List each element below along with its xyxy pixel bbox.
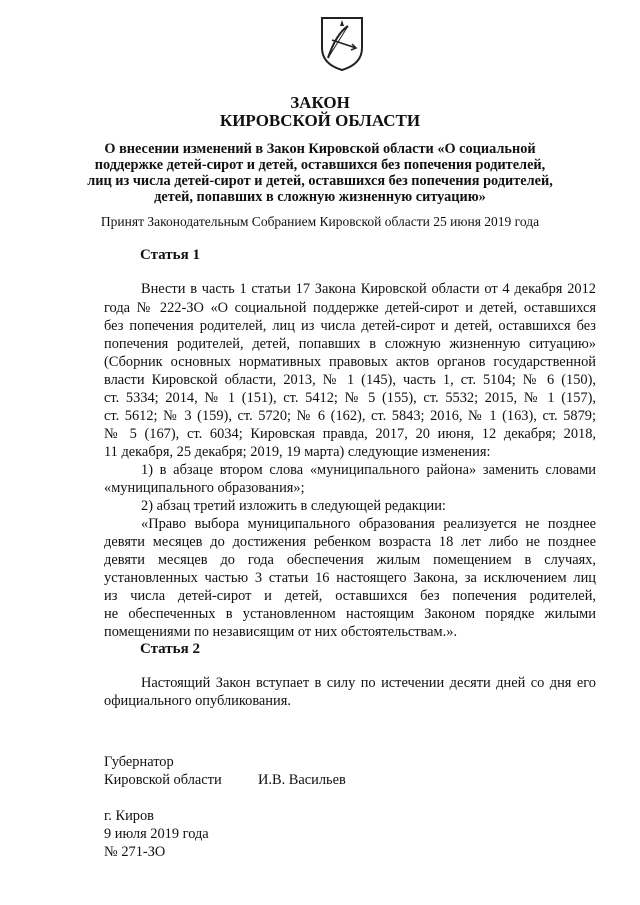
article-1-line: (Сборник основных нормативных правовых актов органов государственной — [104, 354, 596, 370]
signer-position: Губернатор — [104, 754, 174, 770]
article-1-line: № 5 (167), ст. 6034; Кировская правда, 2017, 20 июня, 12 декабря; 2018, — [104, 426, 596, 442]
article-1-line: помещениями по независящим от них обстоятельствам.». — [104, 624, 458, 640]
doc-region: КИРОВСКОЙ ОБЛАСТИ — [219, 111, 421, 130]
coat-of-arms-icon — [318, 14, 366, 72]
adopted-note: Принят Законодательным Собранием Кировской области 25 июня 2019 года — [100, 214, 540, 229]
article-1-heading: Статья 1 — [140, 247, 200, 263]
law-number: № 271-ЗО — [104, 844, 166, 860]
article-1-line: установленных частью 3 статьи 16 настоящего Закона, за исключением лиц — [104, 570, 596, 586]
doc-subtitle — [0, 141, 640, 205]
doc-title: ЗАКОН — [290, 93, 350, 112]
article-1-line: девяти месяцев до года обеспечения жилым помещением в случаях, — [104, 552, 596, 568]
article-1-line: попечения родителей, детей, попавших в сложную жизненную ситуацию» — [104, 336, 596, 352]
signer-name: И.В. Васильев — [258, 772, 346, 788]
signing-city: г. Киров — [104, 808, 154, 824]
article-1-line: 1) в абзаце втором слова «муниципального района» заменить словами — [141, 462, 596, 478]
article-1-line: 2) абзац третий изложить в следующей редакции: — [141, 498, 446, 514]
subtitle-line: лиц из числа детей-сирот и детей, оставшихся без попечения родителей, — [87, 173, 553, 189]
article-1-line: «муниципального образования»; — [104, 480, 305, 496]
article-1-line: Внести в часть 1 статьи 17 Закона Кировской области от 4 декабря 2012 — [141, 281, 596, 297]
article-1-line: ст. 5334; 2014, № 1 (151), ст. 5412; № 5 (155), ст. 5532; 2015, № 1 (157), — [104, 390, 596, 406]
article-2-line: Настоящий Закон вступает в силу по истечении десяти дней со дня его — [141, 675, 596, 691]
subtitle-line: детей, попавших в сложную жизненную ситуацию» — [154, 189, 486, 205]
signing-date: 9 июля 2019 года — [104, 826, 209, 842]
article-1-line: без попечения родителей, лиц из числа детей-сирот и детей, оставшихся без — [104, 318, 596, 334]
article-1-line: года № 222-ЗО «О социальной поддержке детей-сирот и детей, оставшихся — [104, 300, 596, 316]
article-1-line: власти Кировской области, 2013, № 1 (145), часть 1, ст. 5104; № 6 (150), — [104, 372, 596, 388]
article-2-line: официального опубликования. — [104, 693, 291, 709]
article-1-line: не обеспеченных в установленном настоящим Законом порядке жилыми — [104, 606, 596, 622]
article-1-line: «Право выбора муниципального образования реализуется не позднее — [141, 516, 596, 532]
subtitle-line: поддержке детей-сирот и детей, оставшихся без попечения родителей, — [94, 157, 546, 173]
article-1-line: девяти месяцев до достижения ребенком возраста 18 лет либо не позднее — [104, 534, 596, 550]
article-1-line: 11 декабря, 25 декабря; 2019, 19 марта) следующие изменения: — [104, 444, 491, 460]
signer-region: Кировской области — [104, 772, 222, 788]
article-2-heading: Статья 2 — [140, 641, 200, 657]
article-1-line: ст. 5612; № 3 (159), ст. 5720; № 6 (162), ст. 5843; 2016, № 1 (163), ст. 5879; — [104, 408, 596, 424]
article-1-line: из числа детей-сирот и детей, оставшихся без попечения родителей, — [104, 588, 596, 604]
subtitle-line: О внесении изменений в Закон Кировской области «О социальной — [104, 141, 536, 157]
